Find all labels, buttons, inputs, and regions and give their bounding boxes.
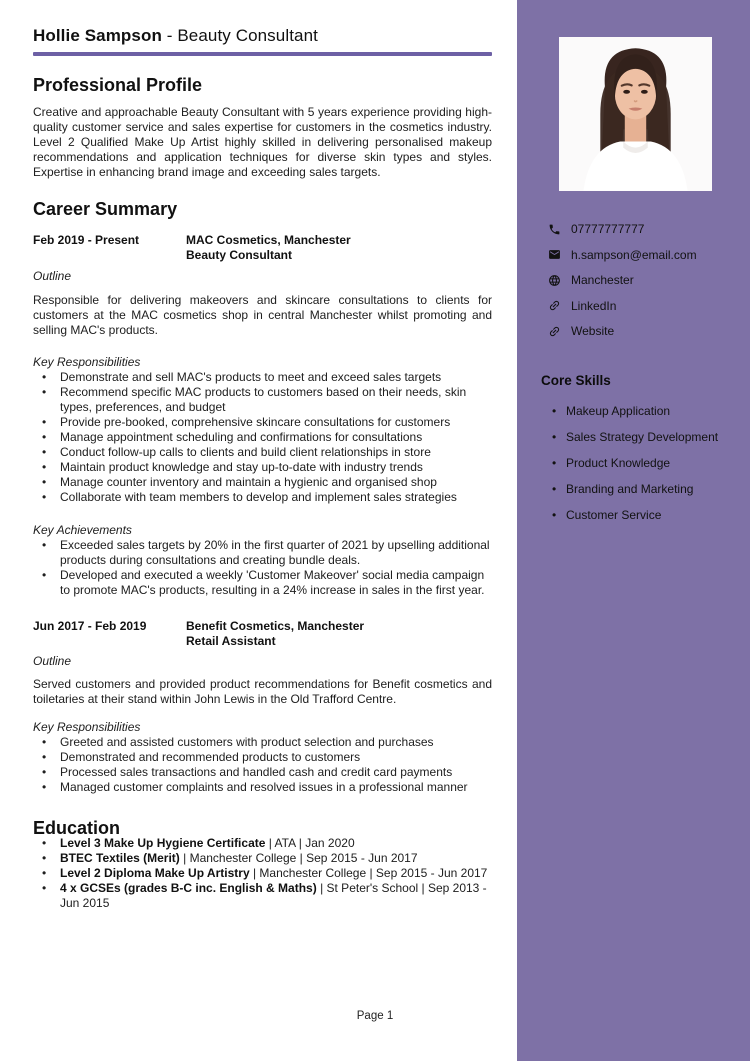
job-header — [33, 619, 492, 649]
job-company: Benefit Cosmetics, Manchester — [186, 619, 365, 633]
location-text: Manchester — [571, 273, 634, 288]
list-item: • Conduct follow-up calls to clients and build client relationships in store — [33, 445, 492, 460]
job-company-role — [186, 233, 351, 263]
job-role: Beauty Consultant — [186, 248, 293, 262]
responsibilities-list — [33, 370, 492, 505]
page-footer — [0, 1010, 750, 1022]
phone-number: 07777777777 — [571, 222, 645, 237]
qualification-name: Level 2 Diploma Make Up Artistry — [60, 866, 250, 880]
responsibilities-label: Key Responsibilities — [33, 720, 141, 734]
contact-list — [541, 222, 730, 339]
education-heading: Education — [33, 818, 121, 838]
section-career-summary — [33, 199, 492, 795]
skill-item: • Makeup Application — [552, 404, 730, 418]
list-item: • Provide pre-booked, comprehensive skincare consultations for customers — [33, 415, 492, 430]
job-company-role — [186, 619, 364, 649]
list-item: • Developed and executed a weekly 'Customer Makeover' social media campaign to promote MAC's products, resulting in a 24% increase in sales in the first year. — [33, 568, 492, 598]
job-dates: Jun 2017 - Feb 2019 — [33, 619, 147, 633]
core-skills-list — [541, 404, 730, 522]
list-item: • Collaborate with team members to develop and implement sales strategies — [33, 490, 492, 505]
list-item: • Processed sales transactions and handled cash and credit card payments — [33, 765, 492, 780]
skill-item: • Customer Service — [552, 508, 730, 522]
job-outline: Responsible for delivering makeovers and skincare consultations to clients for customers at the MAC cosmetics shop in central Manchester whilst promoting and selling MAC's products. — [33, 293, 492, 337]
contact-email — [548, 248, 730, 263]
qualification-details: | ATA | Jan 2020 — [268, 836, 355, 850]
skill-item: • Sales Strategy Development — [552, 430, 730, 444]
job-outline: Served customers and provided product recommendations for Benefit cosmetics and toiletaries at their stand within John Lewis in the Old Trafford Centre. — [33, 677, 492, 706]
core-skills-heading: Core Skills — [541, 372, 611, 388]
qualification-details: | Manchester College | Sep 2015 - Jun 2017 — [183, 851, 418, 865]
career-heading: Career Summary — [33, 199, 178, 219]
linkedin-link[interactable]: LinkedIn — [571, 298, 617, 313]
header-divider — [33, 52, 492, 56]
phone-icon — [548, 223, 561, 236]
qualification-name: Level 3 Make Up Hygiene Certificate — [60, 836, 266, 850]
email-icon — [548, 248, 561, 261]
education-item — [33, 866, 492, 881]
skill-item: • Product Knowledge — [552, 456, 730, 470]
list-item: • Maintain product knowledge and stay up-to-date with industry trends — [33, 460, 492, 475]
section-education — [33, 818, 492, 911]
link-icon — [548, 299, 561, 312]
job-role: Retail Assistant — [186, 634, 276, 648]
profile-text: Creative and approachable Beauty Consultant with 5 years experience providing high-quality customer service and sales expertise for customers in the cosmetics industry. Level 2 Qualified Make Up Artist highly skilled in delivering personalised makeup recommendations and application techniques for diverse skin types and styles. Expertise in enhancing brand image and exceeding sales targets. — [33, 105, 492, 179]
responsibilities-label: Key Responsibilities — [33, 355, 141, 369]
achievements-list — [33, 538, 492, 598]
sidebar — [517, 0, 750, 1061]
profile-photo — [559, 37, 712, 191]
list-item: • Demonstrate and sell MAC's products to meet and exceed sales targets — [33, 370, 492, 385]
candidate-job-title: - Beauty Consultant — [161, 26, 318, 45]
link-icon — [548, 325, 561, 338]
contact-location — [548, 273, 730, 288]
skill-item: • Branding and Marketing — [552, 482, 730, 496]
website-link[interactable]: Website — [571, 324, 615, 339]
list-item: • Manage appointment scheduling and confirmations for consultations — [33, 430, 492, 445]
job-entry-benefit — [33, 619, 492, 795]
profile-heading: Professional Profile — [33, 75, 203, 95]
header — [33, 28, 492, 56]
achievements-label: Key Achievements — [33, 523, 132, 537]
education-item — [33, 881, 492, 911]
page-number: Page 1 — [356, 1010, 394, 1022]
list-item: • Manage counter inventory and maintain a hygienic and organised shop — [33, 475, 492, 490]
contact-phone — [548, 222, 730, 237]
job-header — [33, 233, 492, 263]
section-professional-profile — [33, 75, 492, 180]
job-entry-mac — [33, 233, 492, 598]
qualification-name: BTEC Textiles (Merit) — [60, 851, 180, 865]
page-title — [33, 28, 492, 43]
qualification-details: | Manchester College | Sep 2015 - Jun 2017 — [252, 866, 488, 880]
education-item — [33, 836, 492, 851]
education-item — [33, 851, 492, 866]
outline-label: Outline — [33, 269, 72, 283]
list-item: • Recommend specific MAC products to customers based on their needs, skin types, preferences, and budget — [33, 385, 492, 415]
contact-linkedin[interactable] — [548, 299, 730, 314]
list-item: • Exceeded sales targets by 20% in the first quarter of 2021 by upselling additional products during consultations and creating bundle deals. — [33, 538, 492, 568]
email-address: h.sampson@email.com — [571, 247, 697, 262]
responsibilities-list — [33, 735, 492, 795]
job-dates: Feb 2019 - Present — [33, 233, 140, 247]
list-item: • Greeted and assisted customers with product selection and purchases — [33, 735, 492, 750]
portrait-illustration — [559, 37, 712, 191]
job-company: MAC Cosmetics, Manchester — [186, 233, 351, 247]
list-item: • Demonstrated and recommended products to customers — [33, 750, 492, 765]
education-list — [33, 836, 492, 911]
globe-icon — [548, 274, 561, 287]
list-item: • Managed customer complaints and resolved issues in a professional manner — [33, 780, 492, 795]
candidate-name: Hollie Sampson — [33, 26, 162, 45]
contact-website[interactable] — [548, 324, 730, 339]
qualification-name: 4 x GCSEs (grades B-C inc. English & Maths) — [60, 881, 317, 895]
qualification-details: | St Peter's School | Sep 2013 - Jun 2015 — [60, 881, 487, 910]
outline-label: Outline — [33, 654, 72, 668]
